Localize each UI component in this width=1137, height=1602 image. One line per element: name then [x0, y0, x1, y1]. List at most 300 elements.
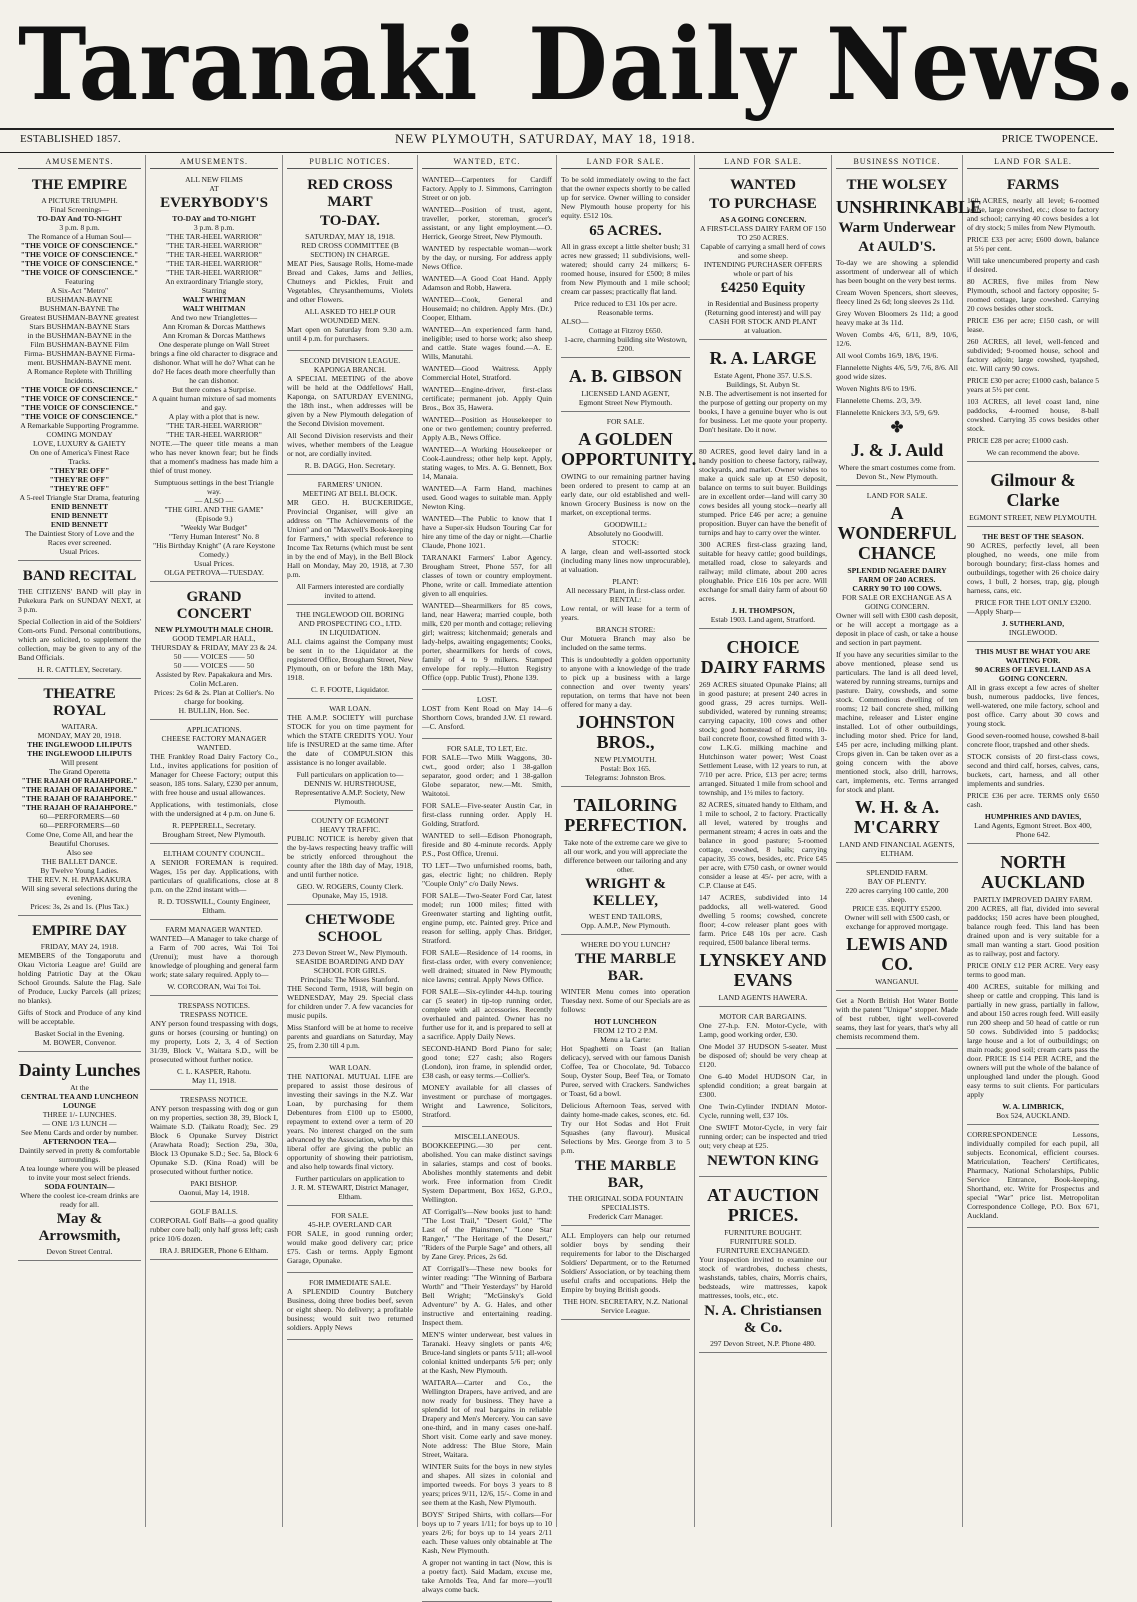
advertisement [150, 722, 278, 844]
ad-text: A WONDERFUL CHANCE [837, 503, 957, 563]
ad-text: — ALSO — [194, 496, 234, 505]
ad-text: BOYS' Striped Shirts, with collars—For boys up to 7 years 1/11; for boys up to 10 years 2/6; for boys up to 14 years 2/11 each. These values only obtainable at The Kash, New Plymouth. [422, 1510, 552, 1555]
ad-text: Land Agents, Egmont Street. Box 400, Phone 642. [974, 821, 1092, 839]
ad-text: LAND AGENTS HAWERA. [718, 993, 808, 1002]
ad-text: CHETWODE SCHOOL [304, 912, 395, 945]
advertisement [967, 846, 1099, 1125]
ad-text: OWING to our remaining partner having been ordered to present to camp at an early date, our old established and well-known Grocery Business is now on the market, on exceptional terms. [561, 472, 690, 517]
ad-text: "THE GIRL AND THE GAME" [164, 505, 264, 514]
ad-text: "THE VOICE OF CONSCIENCE." [20, 268, 139, 277]
ad-text: Assisted by Rev. Papakakura and Mrs. Colin McLaren. [155, 670, 273, 688]
ad-text: 400 ACRES, suitable for milking and sheep or cattle and cropping. This land is partially in new grass, partially in fallow, and about 150 acres rough feed. Will easily run 200 sheep and 50 head of cattle or run 50 cows. Subdivided into 5 paddocks; large house and a lot of outbuildings; on main roads; good soil; cream carts pass the door. PRICE IS £14 PER ACRE, and the owners will put the whole of the balance of unploughed land under the plough. Good easy terms to suit clients. For particulars apply [967, 982, 1099, 1099]
ad-text: Usual Prices. [193, 559, 235, 568]
ad-text: GOLF BALLS. [190, 1207, 238, 1216]
ad-text: Telegrams: Johnston Bros. [585, 773, 666, 782]
column-heading: BUSINESS NOTICE. [836, 157, 958, 169]
ad-text: May & Arrowsmith, [38, 1211, 121, 1244]
ad-text: A play with a plot that is new. [168, 412, 260, 421]
ad-text: PRICE £28 per acre; £1000 cash. [967, 436, 1069, 445]
ad-text: All necessary Plant, in first-class order. [565, 586, 686, 595]
ad-text: Dainty Lunches [18, 1060, 141, 1080]
ad-text: WALT WHITMAN [182, 295, 246, 304]
ad-text: Cottage at Fitzroy £650. [588, 326, 663, 335]
ad-text: WANTED—Cook, General and Housemaid; no children. Apply Mrs. (Dr.) Cooper, Eltham. [422, 295, 552, 322]
advertisement [18, 172, 141, 561]
ad-text: A SPLENDID Country Butchery Business, doing three bodies beef, seven or eight sheep. No delivery; a profitable business; would suit two returned soldiers. Apply News [287, 1287, 413, 1332]
ad-text: Ann Kroman & Dorcas Matthews [162, 331, 266, 340]
ad-text: WANTED—A Good Coat Hand. Apply Adamson and Robb, Hawera. [422, 274, 552, 292]
ad-text: Come One, Come All, and hear the Beautiful Choruses. [26, 830, 133, 848]
ad-text: "THEY'RE OFF" [49, 466, 110, 475]
ad-text: Cream Woven Spencers, short sleeves, fleecy lined 2s 6d; long sleeves 2s 11d. [836, 288, 958, 306]
advertisement [287, 1060, 413, 1206]
ad-text: "THE VOICE OF CONSCIENCE." [20, 412, 139, 421]
ad-text: ✤ [890, 420, 904, 436]
ad-text: "THE RAJAH OF RAJAHPORE." [21, 803, 138, 812]
ad-text: JOHNSTON BROS., [576, 712, 675, 752]
ad-text: "THEY'RE OFF" [49, 484, 110, 493]
ad-text: Owner will sell with £300 cash deposit, or he will accept a mortgage as a deposit in place of cash, or take a house and section in part payment. [836, 611, 958, 647]
ad-text: Where the coolest ice-cream drinks are ready for all. [20, 1191, 139, 1209]
ad-text: 90 ACRES OF LEVEL LAND AS A GOING CONCERN. [975, 665, 1091, 683]
advertisement [561, 789, 690, 935]
advertisement [836, 172, 983, 486]
ad-text: R. B. DAGG, Hon. Secretary. [304, 461, 396, 470]
ad-text: "THE TAR-HEEL WARRIOR" [166, 268, 262, 277]
ad-text: LYNSKEY AND EVANS [699, 950, 827, 990]
ad-text: CARRY 90 TO 100 COWS. [852, 584, 942, 593]
ad-text: WANTED—An experienced farm hand, ineligible; used to horse work; also sheep and cattle. State wages found.—A. E. Wills, Manutahi. [422, 325, 552, 361]
ad-text: At the [70, 1083, 89, 1092]
advertisement [18, 563, 141, 679]
ad-text: UNSHRINKABLE [836, 197, 983, 217]
ad-text: Owner will sell with £500 cash, or exchange for approved mortgage. [844, 913, 950, 931]
ad-text: STOCK consists of 20 first-class cows, second and third calf, horses, calves, cans, buckets, cart, harness, and all other implements and sundries. [967, 752, 1099, 788]
ad-text: Mart open on Saturday from 9.30 a.m. until 4 p.m. for purchasers. [287, 325, 413, 343]
ad-text: TO-DAY and TO-NIGHT [172, 214, 256, 223]
ad-text: Will sing several selections during the evening. [21, 884, 138, 902]
ad-text: W. A. LIMBRICK, [1002, 1102, 1064, 1111]
ad-text: A 5-reel Triangle Star Drama, featuring [19, 493, 140, 502]
ad-text: WAITARA. [61, 722, 98, 731]
ad-text: 60—PERFORMERS—60 [39, 821, 120, 830]
advertisement [836, 488, 958, 863]
ad-text: ALL ASKED TO HELP OUR WOUNDED MEN. [304, 307, 396, 325]
ad-text: AT AUCTION PRICES. [707, 1185, 819, 1225]
ad-text: "THE RAJAH OF RAJAHPORE." [21, 785, 138, 794]
ad-text: THREE 1/- LUNCHES. [42, 1110, 117, 1119]
ad-text: Your inspection invited to examine our stock of wardrobes, duchess chests, washstands, tables, chairs, Morris chairs, bedsteads, wire mattresses, kapok mattresses, tools, etc., etc. [699, 1255, 827, 1300]
ad-text: TRESPASS NOTICES. [178, 1001, 250, 1010]
ad-text: BRANCH STORE: [595, 625, 656, 634]
ad-text: All in grass except a few acres of shelter bush, numerous paddocks, live fences, well-watered, one mile factory, school and post office. Carry about 30 cows and young stock. [967, 683, 1099, 728]
ad-text: MEAT Pies, Sausage Rolls, Home-made Bread and Cakes, Jams and Jellies, Chutneys and Pickles, Fruit and Vegetables, Chrysanthemums, Violets and other Flowers. [287, 259, 413, 304]
ad-text: FURNITURE EXCHANGED. [716, 1246, 810, 1255]
ad-text: Flannelette Nights 4/6, 5/9, 7/6, 8/6. All good wide sizes. [836, 363, 958, 381]
ad-text: All Second Division reservists and their wives, whether members of the League or not, are cordially invited. [287, 431, 413, 458]
ad-text: C. L. KASPER, Rahotu. [176, 1067, 252, 1076]
ad-text: To be sold immediately owing to the fact that the owner expects shortly to be called up for service. Owner willing to consider New Plymouth house property for his equity. £512 10s. [561, 175, 690, 220]
ad-text: WINTER Menu comes into operation Tuesday next. Some of our Specials are as follows: [561, 987, 690, 1014]
ad-text: FOR SALE—Two Milk Waggons, 30-cwt., good order; also 1 38-gallon separator, good order; and 1 38-gallon Globe separator, new.—Mt. Smith, Waitotoi. [422, 753, 552, 798]
ad-text: WANTED—Position of trust, agent, traveller, porker, storeman, grocer's assistant, or any light employment.—O. Herrick, George Street, New Plymouth. [422, 205, 552, 241]
ad-text: "THE RAJAH OF RAJAHPORE." [21, 794, 138, 803]
ad-text: IN LIQUIDATION. [319, 628, 381, 637]
advertisement [150, 922, 278, 996]
ad-text: SEASIDE BOARDING AND DAY SCHOOL FOR GIRLS. [295, 957, 405, 975]
ad-text: J. SUTHERLAND, [1001, 619, 1065, 628]
ad-text: Postal: Box 165. [600, 764, 651, 773]
ad-text: THE ORIGINAL SODA FOUNTAIN SPECIALISTS. [567, 1194, 684, 1212]
ad-text: DENNIS W. HURSTHOUSE, Representative A.M.P. Society, New Plymouth. [294, 779, 406, 806]
ad-text: Will present [60, 758, 99, 767]
ad-text: FROM 12 TO 2 P.M. [593, 1026, 658, 1035]
ad-text: THE INGLEWOOD OIL BORING AND PROSPECTING CO., LTD. [295, 610, 405, 628]
ad-text: The Romance of a Human Soul— [27, 232, 132, 241]
ad-text: FARMS [1006, 177, 1060, 193]
ad-text: MONEY available for all classes of investment or purchase of mortgages. Wright and Lawrence, Solicitors, Stratford. [422, 1083, 552, 1119]
ad-text: J. & J. Auld [850, 440, 944, 460]
ad-text: IRA J. BRIDGER, Phone 6 Eltham. [159, 1246, 269, 1255]
column-4 [418, 155, 557, 1594]
column-heading: PUBLIC NOTICES. [287, 157, 413, 169]
ad-text: AFTERNOON TEA— [42, 1137, 117, 1146]
ad-text: Devon St., New Plymouth. [856, 472, 938, 481]
ad-text: BAY OF PLENTY. [867, 877, 927, 886]
ad-text: ELTHAM COUNTY COUNCIL. [163, 849, 265, 858]
ad-text: WAR LOAN. [329, 1063, 371, 1072]
ad-text: THE BALLET DANCE. [41, 857, 118, 866]
ad-text: R. PEPPERELL, Secretary. [172, 821, 256, 830]
ad-text: PRICE ONLY £12 PER ACRE. Very easy terms to good man. [967, 961, 1099, 979]
ad-text: THE INGLEWOOD LILIPUTS [27, 740, 132, 749]
ad-text: COMING MONDAY [46, 430, 113, 439]
ad-text: HUMPHRIES AND DAVIES, [984, 812, 1082, 821]
ad-text: PAKI BISHOP. [190, 1179, 238, 1188]
ad-text: R. D. TOSSWILL, County Engineer, Eltham. [157, 897, 271, 915]
ad-text: Full particulars on application to— [296, 770, 404, 779]
ad-text: WANTED—A Working Housekeeper or Cook-Laundress; other help kept. Apply, stating wages, to Mrs. A. G. Bennett, Box 14, Manaia. [422, 445, 552, 481]
ad-text: MEETING AT BELL BLOCK. [302, 489, 398, 498]
ad-text: 80 ACRES, good level dairy land in a handy position to cheese factory, railway, stockyards, and market. Owner wishes to make a quick sale up at £50 deposit, balance on terms to suit buyer. Buildings are in excellent order—land will carry 30 cows besides all young stock—nearly all stumped. Price £46 per acre; a genuine proposition. Buyer can have the benefit of turnips and hay to carry over the winter. [699, 447, 827, 537]
ad-text: 3 p.m. 8 p.m. [59, 223, 100, 232]
ad-text: FURNITURE SOLD. [729, 1237, 797, 1246]
ad-text: £4250 Equity [720, 280, 806, 296]
masthead-word-1: Taranaki [18, 6, 479, 123]
ad-text: "THE TAR-HEEL WARRIOR" [166, 241, 262, 250]
ad-text: RED CROSS COMMITTEE (B SECTION) IN CHARGE. [301, 241, 399, 259]
ad-text: Miss Stanford will be at home to receive parents and guardians on Saturday, May 25, from 2.30 till 4 p.m. [287, 1023, 413, 1050]
ad-text: HEAVY TRAFFIC. [319, 825, 381, 834]
ad-text: PRICE £30 per acre; £1000 cash, balance 5 years at 5½ per cent. [967, 376, 1100, 394]
ad-text: LEWIS AND CO. [846, 934, 948, 974]
ad-text: 220 acres carrying 100 cattle, 200 sheep. [845, 886, 949, 904]
ad-text: Prices: 3s, 2s and 1s. (Plus Tax.) [30, 902, 129, 911]
ad-text: Grey Woven Bloomers 2s 11d; a good heavy make at 3s 11d. [836, 309, 958, 327]
ad-text: PRICE £35. EQUITY £5200. [852, 904, 942, 913]
ad-text: A quaint human mixture of sad moments and gay. [151, 394, 276, 412]
ad-text: All in grass except a little shelter bush; 31 acres new grassed; 11 subdivisions, well-watered; should carry 24 milkers; 6-roomed house, insured for £500; 8 miles from New Plymouth and 1 mile school; cream car passes; practically flat land. [561, 242, 690, 296]
ad-text: TO-DAY And TO-NIGHT [37, 214, 122, 223]
ad-text: "Weekly War Budget" [180, 523, 248, 532]
advertisement [150, 1204, 278, 1260]
ad-text: "THE VOICE OF CONSCIENCE." [20, 241, 139, 250]
ad-text: SATURDAY, MAY 18, 1918. [305, 232, 395, 241]
ad-text: AT [209, 184, 219, 193]
advertisement [699, 1179, 827, 1353]
ad-text: BOOKKEEPING.—30 per cent. abolished. You can make distinct savings in salaries, stamps and cost of books. Abolishes monthly statements and debit work. Free information from Credit System Department, Box 1652, G.P.O., Wellington. [422, 1141, 552, 1204]
ad-text: M. BOWER, Convenor. [42, 1038, 117, 1047]
ad-text: EVERYBODY'S [160, 195, 268, 211]
ad-text: Stars BUSHMAN-BAYNE Stars [29, 322, 130, 331]
ad-text: BUSHMAN-BAYNE [46, 295, 113, 304]
ad-text: At AULD'S. [858, 239, 936, 255]
ad-text: But there comes a Surprise. [172, 385, 256, 394]
advertisement [422, 692, 552, 739]
ad-text: Egmont Street New Plymouth. [578, 398, 673, 407]
ad-text: NOTE.—The queer title means a man who has never known fear; but he finds that a moment's madness has made him a thief of trust money. [150, 439, 278, 475]
advertisement [287, 1275, 413, 1340]
ad-text: N.B. The advertisement is not inserted for the purpose of getting our property on my books, I have a genuine buyer who is out for business. Let me quote your property. Don't hesitate. Do it now. [699, 389, 827, 434]
ad-text: THE WOLSEY [846, 177, 948, 193]
ad-text: A Six-Act "Metro" [50, 286, 109, 295]
ad-text: TO-DAY. [320, 213, 380, 229]
advertisement [287, 607, 413, 699]
ad-text: MEMBERS of the Tongaporutu and Okau Victoria League are! Guild are holding Patriotic Day at the Okau School Grounds. Salute the Flag. Sale of Produce, Lucky Parcels (all prizes; no blanks). [18, 951, 141, 1005]
ad-text: WANTED [730, 177, 796, 193]
ad-text: FOR IMMEDIATE SALE. [308, 1278, 392, 1287]
advertisement [18, 918, 141, 1052]
ad-text: in Residential and Business property (Returning good interest) and will pay [704, 299, 822, 317]
ad-text: "Terry Human Interest" No. 8 [168, 532, 260, 541]
ad-text: Brougham Street, New Plymouth. [162, 830, 266, 839]
ad-text: Good seven-roomed house, cowshed 8-bail concrete floor, trapshed and other sheds. [967, 731, 1099, 749]
ad-text: Price reduced to £31 10s per acre. Reasonable terms. [573, 299, 678, 317]
ad-text: Opp. A.M.P., New Plymouth. [580, 921, 671, 930]
ad-text: W. H. & A. M'CARRY [853, 797, 941, 837]
advertisement [422, 172, 552, 690]
ad-text: WANGANUI. [875, 977, 919, 986]
ad-text: WALT WHITMAN [182, 304, 246, 313]
advertisement [836, 865, 958, 991]
price: PRICE TWOPENCE. [1001, 133, 1098, 145]
ad-text: FARMERS' UNION. [317, 480, 383, 489]
ad-text: Hot Spaghetti on Toast (an Italian delicacy), served with our famous Danish Coffee, Tea or Chocolate, 9d. Tobacco Soup, Oyster Soup, Beef Tea, or Tomato Puree, served with Crackers. Sandwiches or Toast, 6d a bowl. [561, 1044, 690, 1098]
ad-text: "THE TAR-HEEL WARRIOR" [166, 430, 262, 439]
ad-text: 45-H.P. OVERLAND CAR [308, 1220, 392, 1229]
ad-text: "THE VOICE OF CONSCIENCE." [20, 250, 139, 259]
ad-text: Take note of the extreme care we give to all our work, and you will appreciate the difference between our tailoring and any other. [563, 838, 688, 874]
ad-text: 60—PERFORMERS—60 [39, 812, 120, 821]
ad-text: Our Motuera Branch may also be included on the same terms. [561, 634, 690, 652]
ad-text: Frederick Carr Manager. [588, 1212, 663, 1221]
ad-text: C. F. FOOTE, Liquidator. [310, 685, 390, 694]
ad-text: FOR SALE, in good running order; would make good delivery car; price £75. Cash or terms. Apply Egmont Garage, Opunake. [287, 1229, 413, 1265]
ad-text: 160 ACRES, nearly all level; 6-roomed house, large cowshed, etc.; close to factory and school; carrying 40 cows besides a lot of dry stock; 5 miles from New Plymouth. [967, 196, 1099, 232]
ad-text: Special Collection in aid of the Soldiers' Com-orts Fund. Personal contributions, which are solicited, to supplement the collection, may be given to any of the Band Officials. [18, 617, 141, 662]
advertisement [287, 1208, 413, 1273]
ad-text: WANTED—The Public to know that I have a Super-six Hudson Touring Car for hire any time of the day or night.—Charlie Claude, Phone 1021. [422, 514, 552, 550]
ad-text: CENTRAL TEA AND LUNCHEON LOUNGE [20, 1092, 139, 1110]
ad-text: WANTED—Good Waitress. Apply Commercial Hotel, Stratford. [422, 364, 552, 382]
ad-text: Sumptuous settings in the best Triangle way. [154, 478, 274, 496]
ad-text: NEWTON KING [707, 1153, 819, 1169]
column-6 [695, 155, 832, 1527]
ad-text: SPLENDID NGAERE DAIRY FARM OF 240 ACRES. [847, 566, 947, 584]
ad-text: Basket Social in the Evening. [34, 1029, 125, 1038]
ad-text: WINTER Suits for the boys in new styles and shapes. All sizes in colonial and imported tweeds. For boys 3 years to 8 years; prices 9/11, 12/6, 15/-. Come in and see them at the Kash, New Plymouth. [422, 1462, 552, 1507]
ad-text: Ann Kroman & Dorcas Matthews [162, 322, 266, 331]
ad-text: Usual Prices. [59, 547, 100, 556]
ad-text: 80 ACRES, five miles from New Plymouth, school and factory opposite; 5-roomed cottage, large cowshed. Carrying 20 cows besides other stock. [967, 277, 1099, 313]
ad-text: MONDAY, MAY 20, 1918. [37, 731, 122, 740]
ad-text: THE A.M.P. SOCIETY will purchase STOCK for you on time payment for which the STATE CREDITS YOU. Your life is INSURED at the same time. After the date of COMPULSION this assistance is no longer available. [287, 713, 413, 767]
ad-text: "THE TAR-HEEL WARRIOR" [166, 421, 262, 430]
advertisement [287, 813, 413, 905]
ad-text: CASH FOR STOCK AND PLANT [709, 317, 817, 326]
ad-text: Greatest BUSHMAN-BAYNE greatest [20, 313, 139, 322]
ad-text: AS A GOING CONCERN. [719, 215, 807, 224]
ad-text: Estab 1903. Land agent, Stratford. [710, 615, 816, 624]
ad-text: 103 ACRES, all level coast land, nine paddocks, 4-roomed house, 8-ball cowshed. Carrying 35 cows besides other stock. [967, 397, 1099, 433]
ad-text: CORPORAL Golf Balls—a good quality rubber core ball; only half gross left; cash price 10/6 dozen. [150, 1216, 278, 1243]
ad-text: APPLICATIONS. [186, 725, 242, 734]
ad-text: W. CORCORAN, Wai Toi Toi. [167, 982, 261, 991]
ad-text: AT Corrigall's—New books just to hand: "The Lost Trail," "Desert Gold," "The Last of the Plainsmen," "Lone Star Ranger," "The Heritage of the Desert," "Riders of the Purple Sage" and others, all by Zane Grey. Prices, 2s 6d. [422, 1207, 552, 1261]
ad-text: ENID BENNETT [50, 502, 109, 511]
ad-text: H. BULLIN, Hon. Sec. [178, 706, 250, 715]
advertisement [836, 993, 958, 1049]
ad-text: See Menu Cards and order by number. [20, 1128, 139, 1137]
ad-text: "THE TAR-HEEL WARRIOR" [166, 259, 262, 268]
masthead-word-2: Daily [528, 6, 796, 123]
ad-text: A. B. GIBSON [568, 366, 683, 386]
ad-text: FOR SALE—Six-cylinder 44-h.p. touring car (5 seater) in tip-top running order, complete with all accessories. Recently overhauled and painted. Owner has no further use for it, and is prepared to sell at a sacrifice. Apply Daily News. [422, 987, 552, 1041]
ad-text: 269 ACRES situated Opunake Plains; all in good pasture; at present 240 acres in good grass, 29 acres turnips. Well-subdivided, watered by running streams; carrying capacity, 100 cows and other stock; good homestead of 8 rooms, 10-bail concrete floor, cowshed fitted with 3-cow L.K.G. milking machine and Hutchinson water power; West Coast Settlement Lease, with 12 years to run, at 7/10 per acre. Price, £13 per acre; terms arranged. Situated 1 mile from school and township, and 1½ miles to factory. [699, 680, 827, 797]
ad-text: N. A. Christiansen & Co. [704, 1303, 822, 1336]
advertisement [287, 477, 413, 605]
ad-text: FRIDAY, MAY 24, 1918. [40, 942, 119, 951]
advertisement [150, 172, 278, 582]
masthead-word-3: News. [826, 6, 1137, 123]
ad-text: WEST END TAILORS, [588, 912, 663, 921]
ad-text: 3 p.m. 8 p.m. [193, 223, 235, 232]
advertisement [422, 741, 552, 1127]
ad-text: One 6-40 Model HUDSON Car, in splendid condition; a great bargain at £300. [699, 1072, 827, 1099]
advertisement [699, 631, 827, 1007]
ad-text: THE Second Term, 1918, will begin on WEDNESDAY, May 29. Special class for children under 7. A few vacancies for music pupils. [287, 984, 413, 1020]
ad-text: Principals: The Misses Stanford. [300, 975, 400, 984]
column-2 [146, 155, 283, 1527]
ad-text: J. H. THOMPSON, [731, 606, 795, 615]
ad-text: — ONE 1/3 LUNCH — [42, 1119, 117, 1128]
column-heading: LAND FOR SALE. [699, 157, 827, 169]
ad-text: A FIRST-CLASS DAIRY FARM OF 150 TO 250 ACRES. [699, 224, 827, 242]
ad-text: ALL NEW FILMS [185, 175, 243, 184]
column-heading: LAND FOR SALE. [967, 157, 1099, 169]
ad-text: TRESPASS NOTICE. [180, 1095, 248, 1104]
advertisement [150, 846, 278, 920]
advertisement [561, 172, 690, 358]
ad-text: whole or part of his [733, 269, 793, 278]
advertisement [967, 464, 1099, 527]
ad-text: THE BEST OF THE SEASON. [982, 532, 1084, 541]
ad-text: WANTED—A Farm Hand, machines used. Good wages to suitable man. Apply Newton King. [422, 484, 552, 511]
ad-text: THE HON. SECRETARY, N.Z. National Service League. [563, 1297, 688, 1315]
ad-text: FURNITURE BOUGHT. [724, 1228, 802, 1237]
ad-text: Box 524, AUCKLAND. [996, 1111, 1070, 1120]
advertisement [561, 1228, 690, 1320]
ad-text: Menu a la Carte: [600, 1035, 651, 1044]
ad-text: THE CITIZENS' BAND will play in Pukekura Park on SUNDAY NEXT, at 3 p.m. [18, 587, 141, 614]
ad-text: ALSO— [561, 317, 589, 326]
ad-text: THEATRE ROYAL [43, 686, 116, 719]
ad-text: 300 ACRES first-class grazing land, suitable for heavy cattle; good buildings, metalled road, close to saleyards and railway; mild climate, about 200 acres ploughable. Price £16 10s per acre. Will exchange for small dairy farm of about 60 acres. [699, 540, 827, 603]
advertisement [699, 342, 827, 442]
advertisement [699, 444, 827, 629]
ad-text: TARANAKI Farmers' Labor Agency. Brougham Street, Phone 557, for all classes of town or country employment. Phone, write or call. Immediate attention given to all enquiries. [422, 553, 552, 598]
ad-text: BAND RECITAL [22, 568, 137, 584]
ad-text: RED CROSS MART [307, 177, 393, 210]
ad-text: TRESPASS NOTICE. [180, 1010, 248, 1019]
ad-text: GOOD TEMPLAR HALL, [172, 634, 256, 643]
ad-text: KAPONGA BRANCH. [313, 365, 387, 374]
ad-text: 273 Devon Street W., New Plymouth. [292, 948, 408, 957]
ad-text: "THE VOICE OF CONSCIENCE." [20, 259, 139, 268]
ad-text: LICENSED LAND AGENT, [581, 389, 670, 398]
ad-text: PUBLIC NOTICE is hereby given that the by-laws respecting heavy traffic will be strictly enforced throughout the county after the 18th day of May, 1918, and until further notice. [287, 834, 413, 879]
column-heading: WANTED, ETC. [422, 157, 552, 169]
ad-text: Gilmour & Clarke [990, 470, 1076, 510]
ad-text: "THE RAJAH OF RAJAHPORE." [21, 776, 138, 785]
ad-text: ANY person found trespassing with dogs, guns or horses (coursing or hunting) on my property, Lots 2, 3, 4 of Section 31/39, Block V., Waitara S.D., will be prosecuted without further notice. [150, 1019, 278, 1064]
ad-text: WANTED—Shearmilkers for 85 cows, land, near Hawera; married couple, both milk, £20 per month and cottage; relieving girl; waitress; kitchenmaid; generals and lady-helps, awaiting engagements; Cooks, porter, shearmilkers for herds of cows, family of 4 to 9 milkers. Stamped envelope for reply.—Hutton Registry Office (opp. Public Trust), Phone 139. [422, 601, 552, 682]
ad-text: SECOND-HAND Bord Piano for sale; good tone; £27 cash; also Rogers (London), iron frame, in splendid order, £38 cash, or easy terms.—Collier's. [422, 1044, 552, 1080]
ad-text: "THE VOICE OF CONSCIENCE." [20, 385, 139, 394]
ad-text: Applications, with testimonials, close with the undersigned at 4 p.m. on June 6. [150, 800, 278, 818]
ad-text: WANTED—Engine-driver, first-class certificate; permanent job. Apply Quin Bros., Box 35, Hawera. [422, 385, 552, 412]
ad-text: THE REV. N. H. PAPAKAKURA [27, 875, 132, 884]
ad-text: Further particulars on application to [295, 1174, 405, 1183]
ad-text: Will take unencumbered property and cash if desired. [967, 256, 1099, 274]
ad-text: ALL Employers can help our returned soldier boys by sending their requirements for labor to the Discharged Soldiers' Department, or to the Returned Soldiers' Association, or by teaching them useful crafts and occupations. Help the Empire by buying British goods. [561, 1231, 690, 1294]
ad-text: SECOND DIVISION LEAGUE. [299, 356, 401, 365]
ad-text: WANTED—Carpenters for Cardiff Factory. Apply to J. Simmons, Carrington Street or on job. [422, 175, 552, 202]
ad-text: A SPECIAL MEETING of the above will be held at the Oddfellows' Hall, Kaponga, on SATURDAY EVENING, the 18th inst., when addresses will be given by a New Plymouth delegation of the Second Division movement. [287, 374, 413, 428]
ad-text: This is undoubtedly a golden opportunity to anyone with a knowledge of the trade to pick up a business with a large connection and over twenty years' reputation, on terms that have not been offered for many a day. [561, 655, 690, 709]
ad-text: A large, clean and well-assorted stock (including many lines now unprocurable), at valuation. [561, 547, 690, 574]
ad-text: An extraordinary Triangle story, [165, 277, 263, 286]
ad-text: Delicious Afternoon Teas, served with dainty home-made cakes, scones, etc. 6d. Try our Hot Sodas and Hot Fruit Squashes (any flavour). Musical Selections by Mrs. George from 3 to 5 p.m. [561, 1101, 690, 1155]
ad-text: Opunake, May 15, 1918. [312, 891, 388, 900]
ad-text: FOR SALE, TO LET, Etc. [446, 744, 528, 753]
advertisement [967, 172, 1099, 462]
ad-text: LOST from Kent Road on May 14—6 Shorthorn Cows, branded J.W. £1 reward.—C. Ansford. [422, 704, 552, 731]
advertisement [422, 1129, 552, 1602]
ad-text: in the BUSHMAN-BAYNE in the [27, 331, 132, 340]
ad-text: NEW PLYMOUTH MALE CHOIR. [154, 625, 274, 634]
ad-text: NEW PLYMOUTH. [594, 755, 657, 764]
ad-text: at valuation. [744, 326, 782, 335]
column-5 [557, 155, 695, 1527]
ad-text: BUSHMAN-BAYNE The [39, 304, 120, 313]
advertisement [287, 172, 413, 351]
ad-text: Devon Street Central. [46, 1247, 113, 1256]
ad-text: 65 ACRES. [589, 223, 662, 239]
advertisement [287, 701, 413, 811]
ad-text: PRICE £36 per acre; £150 cash, or will lease. [967, 316, 1099, 334]
ad-text: THE NATIONAL MUTUAL LIFE are prepared to assist those desirous of investing their savings in the N.Z. War Loan, by purchasing for them Debentures from £100 up to £5000, repayment to extend over a term of 20 years. No interest charged on the sum advanced by the Association, who by this liberal offer are giving the public an opportunity of showing their patriotism, and also help towards final victory. [287, 1072, 413, 1171]
